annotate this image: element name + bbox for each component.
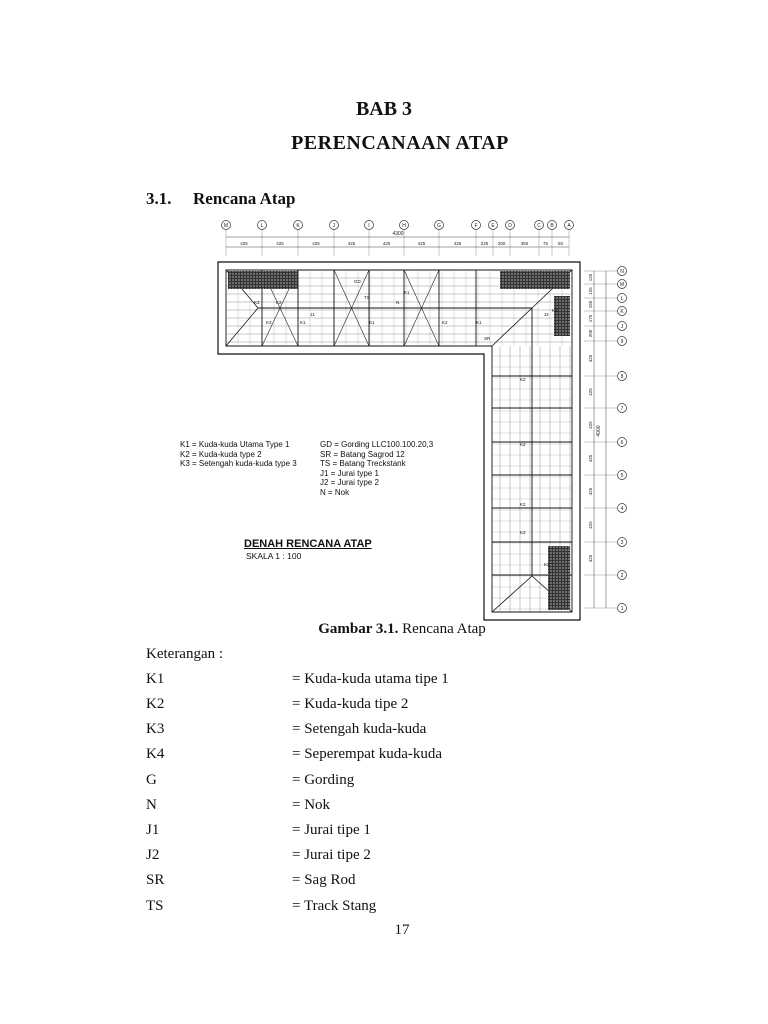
member-tag: SR: [484, 336, 491, 341]
dimension-label: 425: [588, 421, 593, 429]
axis-label: 9: [620, 339, 624, 345]
keterangan-row: [146, 797, 566, 819]
keterangan-desc: = Seperempat kuda-kuda: [292, 746, 443, 762]
axis-label: M: [223, 223, 229, 229]
member-tag: K3: [266, 320, 272, 325]
legend-item: K3 = Setengah kuda-kuda type 3: [180, 459, 297, 468]
member-tag: GD: [354, 279, 361, 284]
keterangan-code: J2: [146, 847, 160, 863]
dimension-label: 225: [480, 241, 489, 246]
dimension-label: 200: [588, 329, 593, 338]
dimension-label: 425: [417, 241, 426, 246]
keterangan-row: [146, 671, 566, 693]
member-tag: K1: [476, 320, 482, 325]
shaded-panel: [228, 271, 298, 289]
axis-label: 6: [620, 440, 624, 446]
keterangan-row: [146, 872, 566, 894]
dimension-label: 75: [542, 241, 549, 246]
axis-label: K: [620, 309, 624, 315]
dimension-label: 50: [557, 241, 564, 246]
keterangan-desc: = Sag Rod: [292, 872, 356, 888]
dimension-label: 200: [497, 241, 506, 246]
dimension-label: 425: [276, 241, 284, 246]
axis-label: H: [402, 223, 406, 229]
axis-label: M: [619, 282, 625, 288]
shaded-panel: [554, 296, 570, 336]
member-tag: K2: [544, 562, 550, 567]
keterangan-desc: = Track Stang: [292, 898, 377, 914]
axis-label: F: [474, 223, 478, 229]
dimension-label: 425: [588, 388, 593, 396]
shaded-panel: [548, 546, 570, 610]
axis-label: G: [437, 223, 441, 229]
keterangan-code: G: [146, 772, 157, 788]
dimension-label: 425: [588, 454, 593, 463]
axis-label: J: [332, 223, 336, 229]
drawing-legend-right: [320, 440, 433, 497]
dimension-label: 125: [588, 273, 593, 282]
axis-label: 7: [620, 406, 624, 412]
drawing-legend-left: [180, 440, 297, 469]
axis-label: L: [260, 223, 264, 229]
legend-item: K1 = Kuda-kuda Utama Type 1: [180, 440, 290, 449]
keterangan-desc: = Setengah kuda-kuda: [292, 721, 427, 737]
chapter-heading: BAB 3: [355, 98, 413, 120]
keterangan-code: TS: [146, 898, 164, 914]
keterangan-code: K3: [146, 721, 165, 737]
plan-scale: SKALA 1 : 100: [246, 551, 302, 561]
axis-label: E: [491, 223, 495, 229]
dimension-label: 425: [347, 241, 356, 246]
keterangan-row: [146, 746, 566, 768]
dimension-label: 425: [240, 241, 248, 246]
legend-item: J1 = Jurai type 1: [320, 468, 379, 478]
keterangan-code: K4: [146, 746, 165, 762]
section-title: Rencana Atap: [193, 189, 296, 208]
top-axis-grid: [222, 221, 574, 257]
chapter-title: PERENCANAAN ATAP: [291, 132, 509, 154]
member-tag: K3: [254, 300, 260, 305]
keterangan-row: [146, 898, 566, 920]
keterangan-desc: = Kuda-kuda utama tipe 1: [292, 671, 449, 687]
axis-label: 1: [620, 606, 624, 612]
legend-item: J2 = Jurai type 2: [320, 478, 379, 487]
axis-label: C: [537, 223, 541, 229]
axis-label: K: [296, 223, 300, 229]
legend-item: TS = Batang Treckstank: [320, 459, 406, 468]
figure-label: Gambar 3.1.: [318, 621, 399, 637]
member-tag: K3: [552, 308, 558, 313]
member-tag: J1: [310, 312, 315, 317]
keterangan-row: [146, 696, 566, 718]
axis-label: 3: [620, 540, 624, 546]
total-dimension: 4300: [392, 231, 404, 237]
figure-caption: [0, 621, 768, 638]
member-tag: K2: [276, 300, 282, 305]
dimension-label: 425: [382, 241, 391, 246]
member-tag: K2: [520, 442, 526, 447]
member-tag: J2: [544, 312, 549, 317]
plan-title: DENAH RENCANA ATAP: [244, 538, 372, 550]
axis-label: D: [508, 223, 512, 229]
dimension-label: 425: [453, 241, 462, 246]
axis-label: I: [368, 223, 370, 229]
dimension-label: 125: [588, 287, 593, 295]
dimension-label: 425: [588, 487, 593, 496]
keterangan-desc: = Kuda-kuda tipe 2: [292, 696, 409, 712]
keterangan-title: Keterangan :: [146, 646, 224, 662]
dimension-label: 425: [312, 241, 320, 246]
axis-label: B: [550, 223, 554, 229]
legend-item: K2 = Kuda-kuda type 2: [180, 449, 262, 459]
member-tag: K1: [369, 320, 375, 325]
axis-label: 5: [620, 473, 624, 479]
keterangan-code: N: [146, 797, 157, 813]
member-tag: K1: [300, 320, 306, 325]
legend-item: GD = Gording LLC100.100.20,3: [320, 440, 434, 449]
axis-label: 8: [620, 374, 624, 380]
keterangan-code: K1: [146, 671, 165, 687]
dimension-label: 150: [588, 300, 593, 309]
member-tag: K2: [520, 530, 526, 535]
dimension-label: 350: [520, 241, 529, 246]
total-dimension: 4000: [596, 425, 602, 437]
right-axis-grid: [584, 267, 627, 613]
keterangan-desc: = Gording: [292, 772, 355, 788]
axis-label: J: [620, 324, 624, 330]
dimension-label: 425: [588, 521, 593, 529]
shaded-panel: [500, 271, 570, 289]
keterangan-row: [146, 822, 566, 844]
member-tag: K1: [404, 290, 410, 295]
keterangan-row: [146, 721, 566, 743]
keterangan-row: [146, 847, 566, 869]
member-tag: K2: [520, 377, 526, 382]
legend-item: SR = Batang Sagrod 12: [320, 449, 405, 459]
page-number: 17: [394, 922, 410, 938]
member-tag: N: [396, 300, 400, 305]
member-tag: K2: [520, 502, 526, 507]
dimension-label: 425: [588, 354, 593, 363]
keterangan-code: SR: [146, 872, 165, 888]
section-number: 3.1.: [146, 189, 172, 208]
keterangan-desc: = Jurai tipe 2: [292, 847, 371, 863]
dimension-label: 425: [588, 554, 593, 563]
member-tag: TS: [364, 295, 370, 300]
dimension-label: 175: [588, 314, 593, 323]
figure-caption-text: Rencana Atap: [398, 621, 486, 637]
axis-label: 4: [620, 506, 624, 512]
axis-label: L: [620, 296, 624, 302]
member-tag: K2: [442, 320, 448, 325]
axis-label: N: [620, 269, 624, 275]
keterangan-desc: = Nok: [292, 797, 331, 813]
legend-item: N = Nok: [320, 487, 350, 497]
keterangan-code: K2: [146, 696, 165, 712]
axis-label: 2: [620, 573, 624, 579]
keterangan-row: [146, 772, 566, 794]
axis-label: A: [567, 223, 571, 229]
keterangan-code: J1: [146, 822, 160, 838]
keterangan-desc: = Jurai tipe 1: [292, 822, 371, 838]
